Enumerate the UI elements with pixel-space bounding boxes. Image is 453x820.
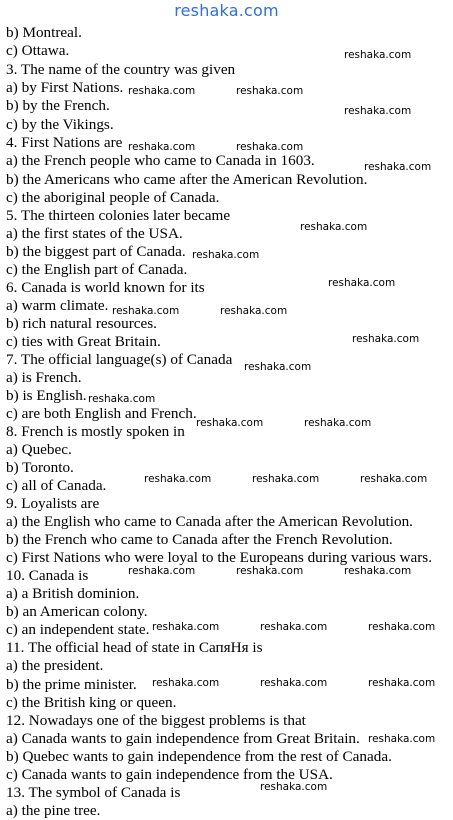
text-line: c) the English part of Canada.	[6, 261, 188, 278]
question-line: 13. The symbol of Canada is	[6, 784, 181, 801]
text-line: c) the British king or queen.	[6, 694, 177, 711]
question-line: 8. French is mostly spoken in	[6, 423, 185, 440]
watermark: reshaka.com	[368, 621, 436, 633]
text-line: b) the French who came to Canada after the French Revolution.	[6, 531, 393, 548]
watermark: reshaka.com	[88, 393, 156, 405]
text-line: b) Quebec wants to gain independence from the rest of Canada.	[6, 748, 392, 765]
text-line: c) are both English and French.	[6, 405, 197, 422]
watermark: reshaka.com	[368, 733, 436, 745]
watermark: reshaka.com	[360, 473, 428, 485]
text-line: c) all of Canada.	[6, 477, 107, 494]
question-line: 10. Canada is	[6, 567, 89, 584]
watermark: reshaka.com	[300, 221, 368, 233]
text-line: b) Montreal.	[6, 24, 82, 41]
question-line: 9. Loyalists are	[6, 495, 100, 512]
watermark: reshaka.com	[344, 49, 412, 61]
watermark: reshaka.com	[244, 361, 312, 373]
text-line: a) the pine tree.	[6, 802, 101, 819]
watermark: reshaka.com	[260, 781, 328, 793]
text-line: c) the aboriginal people of Canada.	[6, 189, 220, 206]
watermark: reshaka.com	[128, 85, 196, 97]
watermark: reshaka.com	[260, 621, 328, 633]
watermark: reshaka.com	[152, 677, 220, 689]
watermark: reshaka.com	[236, 565, 304, 577]
watermark: reshaka.com	[236, 141, 304, 153]
text-line: c) by the Vikings.	[6, 116, 114, 133]
watermark: reshaka.com	[344, 565, 412, 577]
text-line: a) the president.	[6, 657, 104, 674]
watermark: reshaka.com	[192, 249, 260, 261]
text-line: b) an American colony.	[6, 603, 148, 620]
text-line: a) by First Nations.	[6, 79, 124, 96]
text-line: c) ties with Great Britain.	[6, 333, 161, 350]
text-line: b) Toronto.	[6, 459, 74, 476]
watermark: reshaka.com	[252, 473, 320, 485]
question-line: 6. Canada is world known for its	[6, 279, 205, 296]
question-line: 12. Nowadays one of the biggest problems is that	[6, 712, 306, 729]
question-line: 4. First Nations are	[6, 134, 123, 151]
watermark: reshaka.com	[220, 305, 288, 317]
watermark: reshaka.com	[128, 565, 196, 577]
text-line: a) a British dominion.	[6, 585, 140, 602]
text-line: c) First Nations who were loyal to the Europeans during various wars.	[6, 549, 432, 566]
watermark: reshaka.com	[236, 85, 304, 97]
question-line: 5. The thirteen colonies later became	[6, 207, 231, 224]
text-line: a) warm climate.	[6, 297, 109, 314]
text-line: b) the Americans who came after the American Revolution.	[6, 171, 368, 188]
text-line: a) the French people who came to Canada in 1603.	[6, 152, 315, 169]
watermark: reshaka.com	[344, 105, 412, 117]
text-line: b) rich natural resources.	[6, 315, 157, 332]
watermark: reshaka.com	[144, 473, 212, 485]
text-line: a) the first states of the USA.	[6, 225, 183, 242]
question-line: 7. The official language(s) of Canada	[6, 351, 233, 368]
watermark: reshaka.com	[352, 333, 420, 345]
question-line: 11. The official head of state in СапяНя is	[6, 639, 263, 656]
watermark: reshaka.com	[152, 621, 220, 633]
text-line: b) the biggest part of Canada.	[6, 243, 186, 260]
watermark: reshaka.com	[196, 417, 264, 429]
watermark: reshaka.com	[364, 161, 432, 173]
text-line: b) by the French.	[6, 97, 110, 114]
text-line: b) the prime minister.	[6, 676, 137, 693]
watermark: reshaka.com	[260, 677, 328, 689]
text-line: c) Canada wants to gain independence from the USA.	[6, 766, 333, 783]
text-line: a) Canada wants to gain independence from Great Britain.	[6, 730, 360, 747]
watermark: reshaka.com	[304, 417, 372, 429]
watermark: reshaka.com	[112, 305, 180, 317]
text-line: c) Ottawa.	[6, 42, 70, 59]
text-line: a) Quebec.	[6, 441, 72, 458]
header-watermark: reshaka.com	[174, 1, 279, 20]
text-line: a) the English who came to Canada after the American Revolution.	[6, 513, 413, 530]
question-line: 3. The name of the country was given	[6, 61, 236, 78]
watermark: reshaka.com	[328, 277, 396, 289]
text-line: a) is French.	[6, 369, 82, 386]
text-line: c) an independent state.	[6, 621, 150, 638]
watermark: reshaka.com	[128, 141, 196, 153]
watermark: reshaka.com	[368, 677, 436, 689]
text-line: b) is English.	[6, 387, 87, 404]
